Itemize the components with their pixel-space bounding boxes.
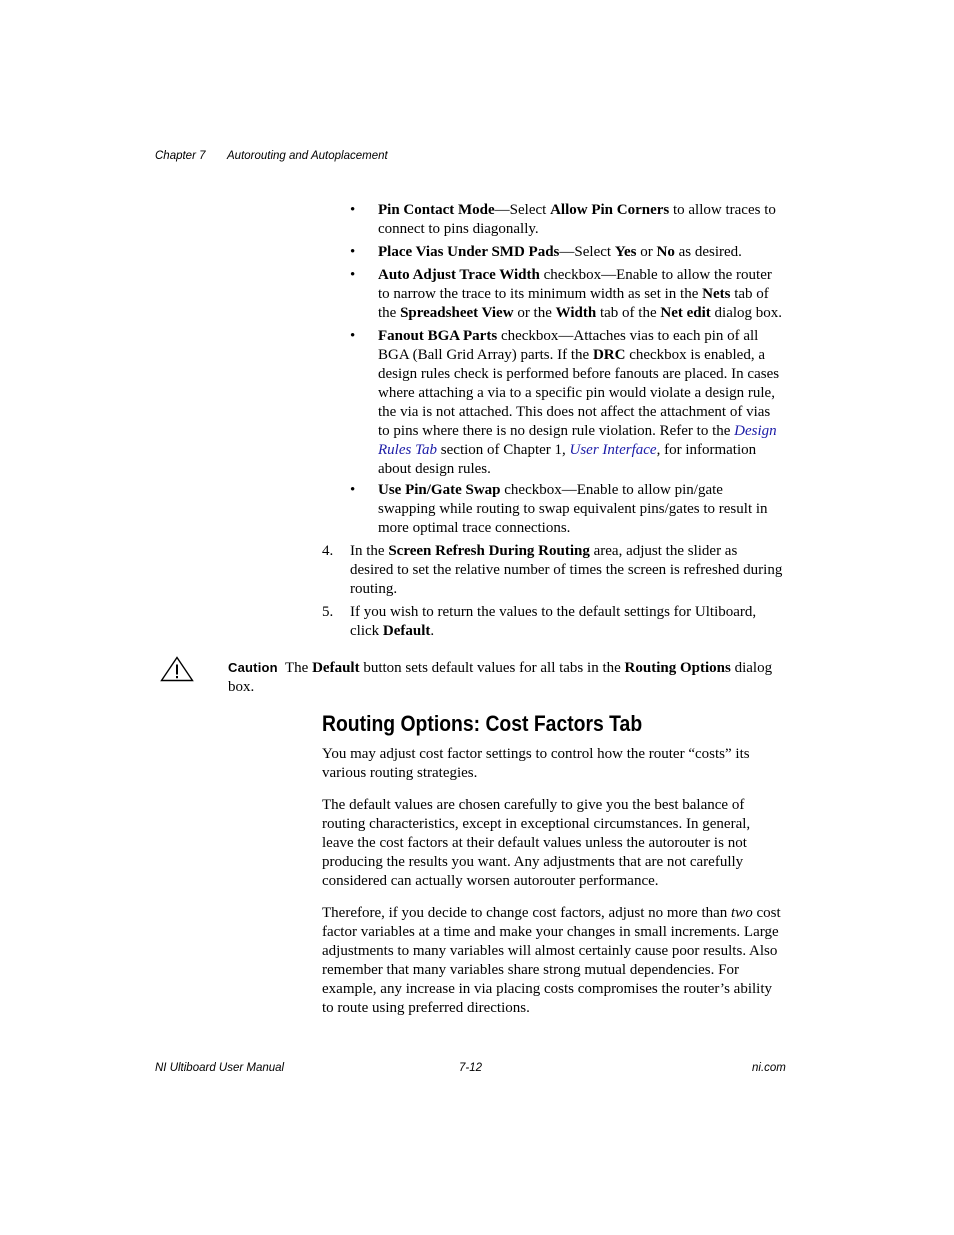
bullet-marker: •	[350, 244, 356, 260]
text-run: tab of the	[378, 286, 769, 321]
text-run: checkbox—Enable to allow pin/gate swapping while routing to swap equivalent pins/gates to result in more optimal trace connections.	[378, 482, 768, 536]
bold-term: Auto Adjust Trace Width	[378, 267, 540, 283]
paragraph	[322, 745, 784, 783]
cross-reference-link[interactable]: Design Rules Tab	[378, 423, 777, 458]
text-run: or	[636, 244, 657, 260]
bold-term: No	[656, 244, 675, 260]
step-number: 5.	[322, 604, 334, 620]
caution-label: Caution	[228, 660, 278, 675]
text-run: checkbox—Attaches vias to each pin of all BGA (Ball Grid Array) parts. If the	[378, 328, 759, 363]
header-chapter: Chapter 7	[155, 150, 206, 162]
bullet-item-place-vias	[378, 243, 784, 262]
cross-reference-link[interactable]: User Interface	[569, 442, 657, 458]
text-run: tab of the	[596, 305, 661, 321]
bold-term: Use Pin/Gate Swap	[378, 482, 501, 498]
caution-text	[228, 659, 788, 697]
running-head	[155, 150, 388, 162]
bold-term: Width	[555, 305, 597, 321]
bold-term: Yes	[614, 244, 637, 260]
bullet-item-auto-adjust-trace-width	[378, 266, 784, 323]
text-run: Therefore, if you decide to change cost factors, adjust no more than	[322, 905, 732, 921]
text-run: or the	[513, 305, 556, 321]
bold-term: Fanout BGA Parts	[378, 328, 498, 344]
text-run: checkbox is enabled, a design rules check is performed before fanouts are placed. In cases where attaching a via to a specific pin would violate a design rule, the via is not attached. This does not affect the attachment of vias to pins where there is no design rule violation. Refer to the	[378, 347, 780, 439]
text-run: button sets default values for all tabs in the	[359, 660, 625, 676]
bold-term: Place Vias Under SMD Pads	[378, 244, 560, 260]
footer-page-number: 7-12	[459, 1062, 483, 1074]
caution-warning-icon	[160, 656, 194, 682]
text-run: checkbox—Enable to allow the router to narrow the trace to its minimum width as set in the	[378, 267, 772, 302]
bullet-item-use-pin-gate-swap	[378, 481, 784, 538]
text-run: The	[285, 660, 313, 676]
text-run: —Select	[559, 244, 615, 260]
bold-term: Allow Pin Corners	[550, 202, 670, 218]
bold-term: Net edit	[660, 305, 711, 321]
bold-term: Screen Refresh During Routing	[388, 543, 590, 559]
bullet-item-fanout-bga-parts	[378, 327, 784, 479]
footer-site: ni.com	[752, 1062, 786, 1074]
paragraph	[322, 904, 784, 1018]
text-run: as desired.	[674, 244, 742, 260]
step-number: 4.	[322, 543, 334, 559]
bold-term: Spreadsheet View	[400, 305, 514, 321]
bullet-marker: •	[350, 202, 356, 218]
text-run: The default values are chosen carefully to give you the best balance of routing characteristics, except in exceptional circumstances. In general, leave the cost factors at their default values unless the autorouter is not producing the results you want. Any adjustments that are not carefully considered can actually worsen autorouter performance.	[322, 797, 751, 889]
text-run: , for information about design rules.	[378, 442, 757, 477]
header-title: Autorouting and Autoplacement	[227, 150, 388, 162]
text-run: section of Chapter 1,	[437, 442, 570, 458]
bullet-marker: •	[350, 482, 356, 498]
bold-term: Default	[382, 623, 431, 639]
bold-term: Routing Options	[624, 660, 731, 676]
step-screen-refresh	[350, 542, 784, 599]
bullet-marker: •	[350, 267, 356, 283]
text-run: If you wish to return the values to the default settings for Ultiboard, click	[350, 604, 757, 639]
bold-term: Pin Contact Mode	[378, 202, 495, 218]
bullet-item-pin-contact-mode	[378, 201, 784, 239]
footer-manual-title: NI Ultiboard User Manual	[155, 1062, 285, 1074]
bold-term: DRC	[592, 347, 626, 363]
text-run: .	[430, 623, 435, 639]
paragraph	[322, 796, 784, 891]
text-run: area, adjust the slider as desired to set the relative number of times the screen is refreshed during routing.	[350, 543, 783, 597]
text-run: to allow traces to connect to pins diagonally.	[378, 202, 776, 237]
text-run: In the	[350, 543, 389, 559]
text-run: —Select	[494, 202, 551, 218]
section-heading: Routing Options: Cost Factors Tab	[322, 711, 643, 736]
bold-term: Nets	[702, 286, 731, 302]
step-default	[350, 603, 784, 641]
bullet-marker: •	[350, 328, 356, 344]
text-run: cost factor variables at a time and make your changes in small increments. Large adjustments to many variables will almost certainly cause poor results. Also remember that many variables share strong mutual dependencies. For example, any increase in via placing costs compromises the router’s ability to route using preferred directions.	[322, 905, 781, 1016]
text-run: dialog box.	[710, 305, 783, 321]
emphasis: two	[731, 905, 753, 921]
text-run: You may adjust cost factor settings to control how the router “costs” its various routing strategies.	[322, 746, 750, 781]
text-run: dialog box.	[228, 660, 773, 695]
bold-term: Default	[312, 660, 360, 676]
